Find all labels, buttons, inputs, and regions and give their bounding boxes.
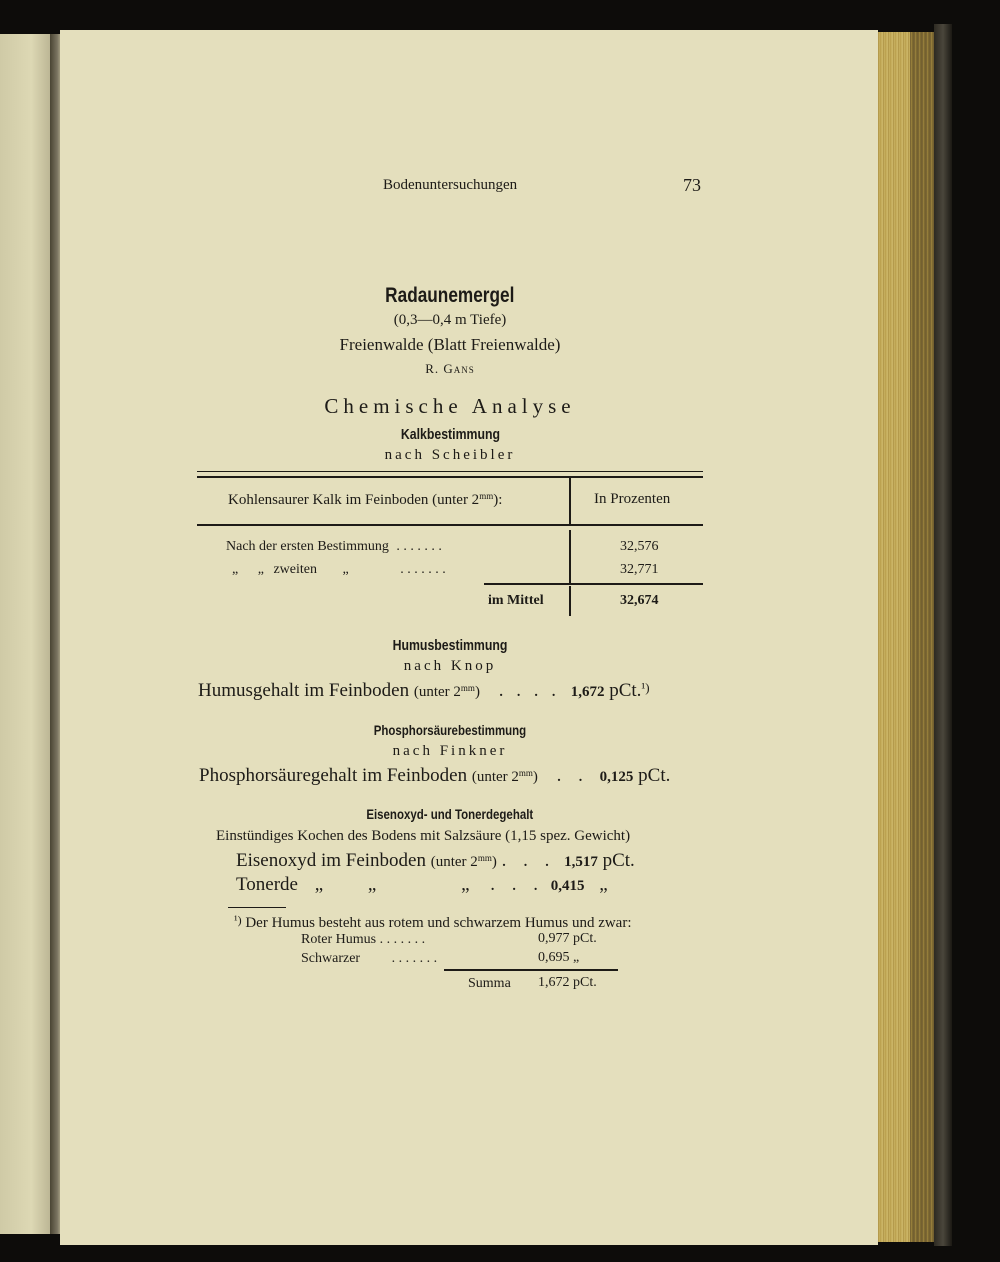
- phosphor-line: Phosphorsäuregehalt im Feinboden (unter $2^{mm}$) . . 0,125 pCt.: [199, 765, 671, 786]
- humus-line: Humusgehalt im Feinboden (unter $2^{mm}$) . . . . 1,672 pCt.$^{^1)}$: [198, 680, 650, 701]
- page-edges: [874, 32, 936, 1242]
- footnote-sum-label: Summa: [468, 976, 511, 991]
- table-top-rule-1: [197, 471, 703, 472]
- kalk-heading: Kalkbestimmung: [400, 426, 500, 443]
- mean-label: im Mittel: [488, 593, 544, 608]
- mean-rule: [484, 583, 703, 585]
- footnote-sum-rule: [444, 969, 618, 971]
- book-cover-edge: [934, 24, 952, 1246]
- body-divider: [569, 530, 571, 584]
- tonerde-row: Tonerde „ „ „ . . . 0,415 „: [236, 874, 608, 895]
- footnote-text: $^{^1)}$ Der Humus besteht aus rotem und schwarzem Humus und zwar:: [234, 913, 632, 931]
- footnote-sum-value: 1,672 pCt.: [538, 975, 597, 990]
- table-header-rule: [197, 524, 703, 526]
- footnote-row-value: 0,977 pCt.: [538, 931, 597, 946]
- mean-value: 32,674: [620, 593, 659, 608]
- left-page-edge: [0, 34, 52, 1234]
- running-title: Bodenuntersuchungen: [383, 177, 518, 193]
- table-cell-value: 32,576: [620, 539, 659, 554]
- humus-method: nach Knop: [403, 658, 497, 674]
- eisen-row: Eisenoxyd im Feinboden (unter $2^{mm}$) . . . 1,517 pCt.: [236, 850, 635, 871]
- sample-location: Freienwalde (Blatt Freienwalde): [339, 335, 561, 354]
- footnote-row: Schwarzer . . . . . . .: [301, 951, 438, 966]
- mean-divider: [569, 586, 571, 616]
- footnote-row-value: 0,695 „: [538, 950, 580, 965]
- table-row: „ „ zweiten „ . . . . . . .: [232, 562, 446, 577]
- book-page: [60, 30, 878, 1245]
- eisen-method: Einstündiges Kochen des Bodens mit Salzsäure (1,15 spez. Gewicht): [216, 828, 631, 844]
- sample-title: Radaunemergel: [385, 284, 515, 307]
- table-cell-value: 32,771: [620, 562, 659, 577]
- footnote-rule: [228, 907, 286, 908]
- footnote-row: Roter Humus . . . . . . .: [301, 932, 426, 947]
- phosphor-heading: Phosphorsäurebestimmung: [373, 722, 527, 738]
- sample-author: R. Gans: [425, 361, 475, 376]
- table-header-right: In Prozenten: [594, 491, 671, 507]
- header-divider: [569, 478, 571, 524]
- analysis-heading: Chemische Analyse: [324, 394, 576, 418]
- table-row: Nach der ersten Bestimmung . . . . . . .: [226, 539, 442, 554]
- kalk-method: nach Scheibler: [384, 447, 516, 463]
- phosphor-method: nach Finkner: [392, 743, 508, 759]
- eisen-heading: Eisenoxyd- und Tonerdegehalt: [366, 806, 534, 822]
- table-top-rule-2: [197, 476, 703, 478]
- page-number: 73: [683, 175, 701, 195]
- sample-depth: (0,3—0,4 m Tiefe): [393, 312, 507, 328]
- table-header-left: Kohlensaurer Kalk im Feinboden (unter $2^{mm}$):: [228, 491, 503, 508]
- humus-heading: Humusbestimmung: [392, 637, 508, 654]
